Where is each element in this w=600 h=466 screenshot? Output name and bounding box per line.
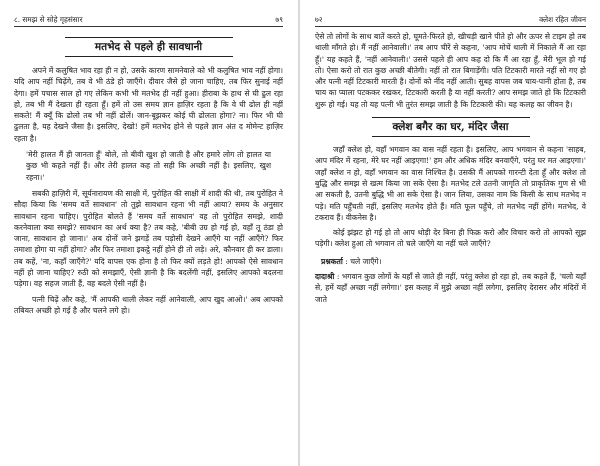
running-head [315,8,586,27]
dialogue-text: : भगवान कुछ लोगों के यहाँ से जाते ही नहीं, परंतु क्लेश हो रहा हो, तब कहते हैं, 'चलो यहाँ से, हमें यहाँ अच्छा नहीं लगेगा।' इस कलह में मुझे अच्छा नहीं लगेगा, इसलिए देरासर और मंदिरों में जाते [315,272,586,304]
page-number: ७९ [275,15,283,24]
paragraph: ऐसे तो लोगों के साथ बातें करते हो, घूमते-फिरते हो, खीचड़ी खाने पीते हो और ऊपर से टाइम हो तब थाली माँगते हो। मैं नहीं आनेवाली।' तब आप चीरें से कहना, 'आप मोचें थाली में निकाले मैं आ रहा हूँ।' यह कहते हैं, 'नहीं आनेवाली।' उससे पहले ही आप कह दो कि मैं आ रहा हूँ, मेरी भूल हो गई तो। ऐसा करो तो रात कुछ अच्छी बीतेगी। नहीं तो रात बिगाड़ेंगी। पति टिटकारी मारते नहीं सो गए हो और पत्नी नहीं टिटकारी मारती है। दोनों को नींद नहीं आती। सुबह वापस जब चाय-पानी होता है, तब चाय का प्याला पटककर रखकर, टिटकारी करती है या नहीं करती? आप समझ जाते हो कि टिटकारी शुरू हो गई। यह तो यह पत्नी भी तुरंत समझ जाती है कि टिटकारी की। यह कलह का जीवन है। [315,32,586,109]
book-title: क्लेश रहित जीवन [539,15,586,24]
running-head [14,8,283,27]
paragraph: सबकी हाज़िरी में, सूर्यनारायण की साक्षी में, पुरोहित की साक्षी में शादी की थी, तब पुरोहित ने सौदा किया कि 'समय वर्ते सावधान' तो तुझे सावधान रहना भी नहीं आया? समय के अनुसार सावधान रहना चाहिए। पुरोहित बोलते हैं 'समय वर्ते सावधान' वह तो पुरोहित समझे, शादी करनेवाला क्या समझे? सावधान का अर्थ क्या है? तब कहे, 'बीबी उग्र हो गई हो, वहाँ तू ठंडा हो जाना, सावधान हो जाना।' अब दोनों जने झगड़ें तब पड़ोसी देखने आएँगे या नहीं आएँगे? फिर तमाशा होगा या नहीं होगा? और फिर तमाशा इकट्ठे नहीं होने ही तो लड़े। अरे, कौनवार ही कर डाला। तब कहें, 'ना, कहाँ जाएँगे?' यदि वापस एक होना है तो फिर क्यों लड़ते हो! आपको ऐसे सावधान नहीं हो जाना चाहिए? रुठी को समझाएँ, ऐसी ज्ञानी है कि बदलेंगी नहीं, इसलिए आपको बदलना पड़ेगा। वह सहज जाती हैं, वह बदले ऐसी नहीं है। [14,188,283,289]
section-heading: मतभेद से पहले ही सावधानी [65,37,233,57]
answer-paragraph [315,271,586,305]
speaker-label: दादाश्री [315,272,335,282]
dialogue-text: : चले जाएँगे। [345,256,382,266]
paragraph: पत्नी चिढ़ें और कहे, 'मैं आपकी थाली लेकर नहीं आनेवाली, आप खुद आओ।' अब आपको तबियत अच्छी हो गई है और चलने लगे हो। [14,294,283,315]
chapter-title: ८. समझ से सोहे गृहसंसार [14,15,83,24]
speaker-label: प्रश्नकर्ता [321,256,343,266]
paragraph: जहाँ क्लेश हो, वहाँ भगवान का वास नहीं रहता है। इसलिए, आप भगवान से कहना 'साहब, आप मंदिर में रहना, मेरे घर नहीं आइएगा!' हम और अधिक मंदिर बनवाएँगे, परंतु घर मत आइएगा।' जहाँ क्लेश न हो, वहाँ भगवान का वास निश्चित है। उसकी मैं आपको गारन्टी देता हूँ और क्लेश तो बुद्धि और समझ से खत्म किया जा सके ऐसा है। मतभेद टले उतनी जागृति तो प्राकृतिक गुण से भी आ सकती है, उतनी बुद्धि भी आ सके ऐसा है। जान लिया, उसका नाम कि किसी के साथ मतभेद न पड़े। मति पहुँचती नहीं, इसलिए मतभेद होते हैं। मति फूल पहुँचे, तो मतभेद नहीं होंगे। मतभेद, वे टकराव हैं। वीकनेस है। [315,145,586,222]
page-gutter [298,0,300,466]
paragraph: कोई झंझट हो गई हो तो आप थोड़ी देर बिना ही फिक्र करो और विचार करो तो आपको सूझ पड़ेगी। क्लेश हुआ तो भगवान तो चले जाएँगे या नहीं चले जाएँगे? [315,228,586,249]
page-number: ७२ [315,15,323,24]
quote-block: 'मेरी हालत मैं ही जानता हूँ' बोले, तो बीवी खुश हो जाती है और हमारे लोग तो हालत या कुछ भी कहते नहीं हैं। और तेरी हालत कह तो सही कि अच्छी नहीं है। इसलिए, खुश रहना।' [26,150,271,182]
paragraph: अपने में कलुषित भाव रहा ही न हो, उसके कारण सामनेवाले को भी कलुषित भाव नहीं होगा। यदि आप नहीं चिढ़ेंगे, तब वे भी ठंडे हो जाएँगे। दीवार जैसे हो जाना चाहिए, तब फिर सुनाई नहीं देगा। हमें पचास साल हो गए लेकिन कभी भी मतभेद ही नहीं हुआ। हीराबा के हाथ से घी ढुल रहा हो, तब भी मैं देखता ही रहता हूँ। हमें तो उस समय ज्ञान हाज़िर रहता है कि वे घी ढोल ही नहीं सकते! मैं क्यूँ कि ढोलो तब भी नहीं ढोलें। जान-बूझकर कोई घी ढोलता होगा? ना। फिर भी घी ढुलता है, यह देखने जैसा है। इसलिए, देखो! हमें मतभेद होने से पहले ज्ञान अंत द मोमेन्ट हाज़िर रहता है। [14,66,283,143]
section-heading: क्लेश बगैर का घर, मंदिर जैसा [372,117,530,137]
right-page [305,0,598,466]
questioner-line [321,256,586,267]
left-page [0,0,293,466]
